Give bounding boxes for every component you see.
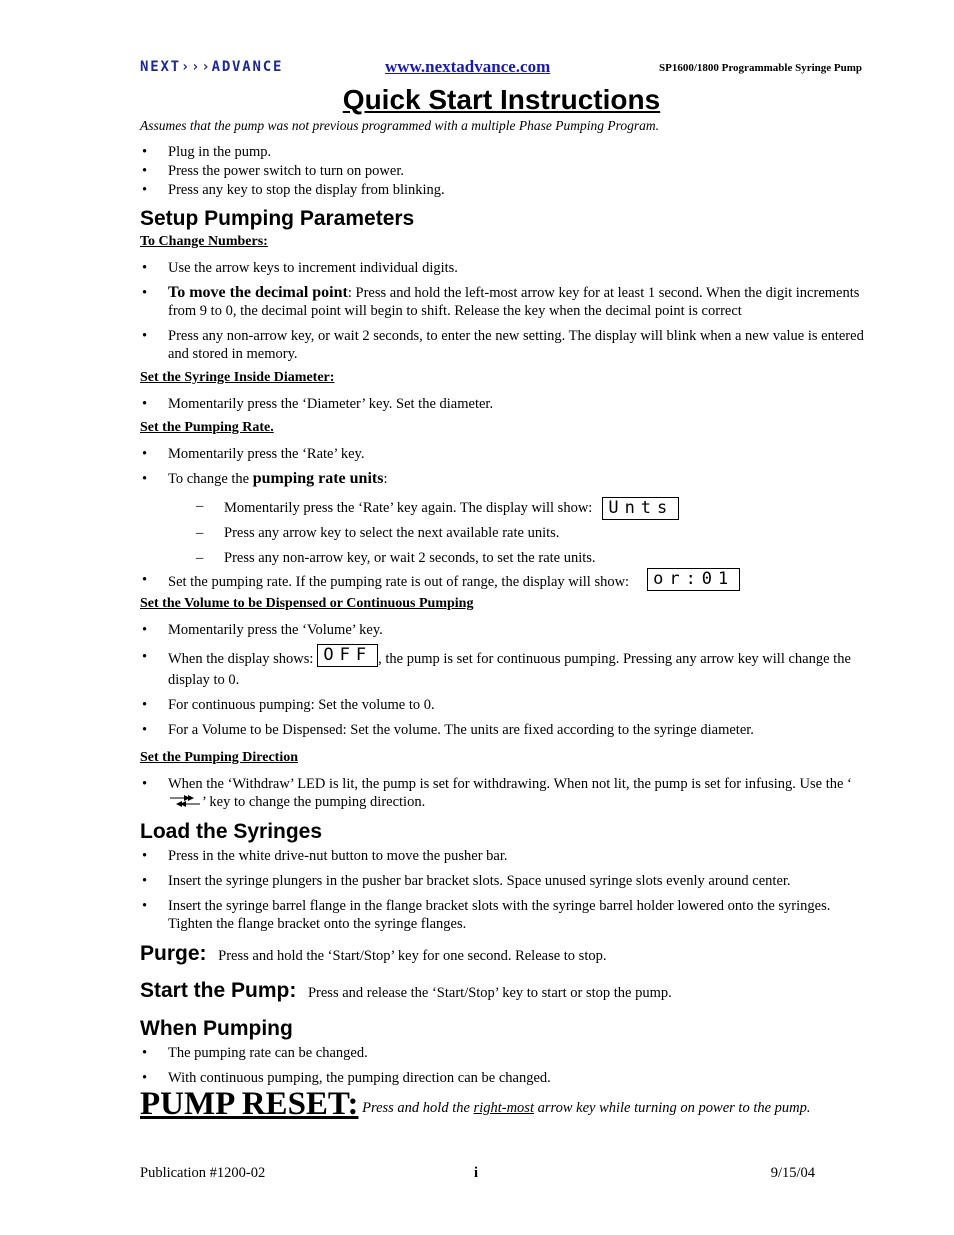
direction-text-pre: When the ‘Withdraw’ LED is lit, the pump is set for withdrawing. When not lit, the pump is set for infusing. Use the ‘ [168, 776, 852, 792]
volume-list [140, 621, 865, 739]
list-item: • Press any key to stop the display from blinking. [140, 181, 865, 199]
rate-heading: Set the Pumping Rate. [140, 420, 274, 435]
decimal-point-text: : Press and hold the left-most arrow key for at least 1 second. When the digit increments from 9 to 0, the decimal point will begin to shift. Release the key when the decimal point is correct [168, 285, 860, 319]
page-footer [140, 1165, 815, 1185]
page-header [140, 57, 862, 81]
sub-item: – Press any arrow key to select the next available rate units. [140, 524, 865, 542]
rate-units-post: : [383, 471, 388, 487]
setup-heading: Setup Pumping Parameters [140, 207, 415, 230]
lcd-display-units: Unts [602, 497, 679, 520]
list-item: • Use the arrow keys to increment individual digits. [140, 259, 865, 277]
volume-heading: Set the Volume to be Dispensed or Continuous Pumping [140, 596, 474, 611]
sub-item: – Press any non-arrow key, or wait 2 seconds, to set the rate units. [140, 549, 865, 567]
pump-reset-text-post: arrow key while turning on power to the pump. [533, 1100, 811, 1116]
list-item: • Press the power switch to turn on power. [140, 162, 865, 180]
rate-list [140, 445, 865, 594]
pump-reset-heading: PUMP RESET: [140, 1086, 359, 1122]
list-item [140, 571, 865, 594]
list-item: • For continuous pumping: Set the volume to 0. [140, 696, 865, 714]
purge-text: Press and hold the ‘Start/Stop’ key for one second. Release to stop. [218, 948, 607, 964]
list-item: • Plug in the pump. [140, 143, 865, 161]
change-numbers-list [140, 259, 865, 363]
product-model: SP1600/1800 Programmable Syringe Pump [659, 62, 862, 74]
purge-heading: Purge: [140, 942, 207, 965]
load-heading: Load the Syringes [140, 820, 323, 843]
load-list [140, 847, 865, 933]
diameter-list [140, 395, 865, 413]
sub-item [140, 497, 865, 520]
publication-number: Publication #1200-02 [140, 1165, 266, 1181]
list-item: • Momentarily press the ‘Diameter’ key. Set the diameter. [140, 395, 865, 413]
list-item: • Press any non-arrow key, or wait 2 seconds, to enter the new setting. The display will blink when a new value is entered and stored in memory. [140, 327, 865, 363]
when-pumping-list [140, 1044, 865, 1087]
list-item: • For a Volume to be Dispensed: Set the volume. The units are fixed according to the syringe diameter. [140, 721, 865, 739]
list-item [140, 775, 865, 811]
assumption-note: Assumes that the pump was not previous programmed with a multiple Phase Pumping Program. [140, 118, 659, 133]
list-item [140, 470, 865, 488]
volume-display-post: , the pump is set for continuous pumping. Pressing any arrow key will change the display to 0. [168, 650, 851, 688]
page-title: Quick Start Instructions [342, 84, 661, 115]
direction-text-post: ’ key to change the pumping direction. [202, 794, 426, 810]
lcd-display-out-of-range: or:01 [647, 568, 740, 591]
decimal-point-label: To move the decimal point [168, 284, 348, 301]
rate-units-label: pumping rate units [252, 470, 384, 487]
start-section [140, 979, 865, 1003]
list-item: • Momentarily press the ‘Volume’ key. [140, 621, 865, 639]
sub-item-text: Momentarily press the ‘Rate’ key again. The display will show: [224, 499, 593, 516]
rate-range-text: Set the pumping rate. If the pumping rate is out of range, the display will show: [168, 573, 630, 590]
diameter-heading: Set the Syringe Inside Diameter: [140, 370, 335, 385]
company-logo: NEXT›››ADVANCE [140, 59, 284, 75]
list-item: • Press in the white drive-nut button to move the pusher bar. [140, 847, 865, 865]
start-text: Press and release the ‘Start/Stop’ key to start or stop the pump. [307, 985, 672, 1001]
direction-heading: Set the Pumping Direction [140, 750, 299, 765]
purge-section [140, 942, 865, 966]
change-numbers-heading: To Change Numbers: [140, 234, 268, 249]
pump-reset-text-pre: Press and hold the [362, 1100, 474, 1116]
volume-display-pre: When the display shows: [168, 650, 314, 667]
start-heading: Start the Pump: [140, 979, 297, 1002]
list-item: • The pumping rate can be changed. [140, 1044, 865, 1062]
page-number: i [474, 1165, 479, 1181]
list-item [140, 645, 865, 689]
lcd-display-off: OFF [317, 644, 378, 667]
pump-reset-text-underlined: right-most [473, 1100, 534, 1116]
list-item: • With continuous pumping, the pumping direction can be changed. [140, 1069, 865, 1087]
pump-reset-section [140, 1086, 865, 1122]
publication-date: 9/15/04 [770, 1165, 815, 1181]
direction-arrows-icon [168, 795, 202, 807]
list-item: • Insert the syringe barrel flange in the flange bracket slots with the syringe barrel holder lowered onto the syringes. Tighten the flange bracket onto the syringe flanges. [140, 897, 865, 933]
rate-units-pre: To change the [168, 471, 253, 487]
direction-list [140, 775, 865, 811]
when-pumping-heading: When Pumping [140, 1017, 293, 1040]
intro-steps [140, 143, 865, 199]
list-item [140, 284, 865, 320]
list-item: • Momentarily press the ‘Rate’ key. [140, 445, 865, 463]
website-link[interactable]: www.nextadvance.com [385, 57, 551, 76]
pump-reset-text [362, 1100, 810, 1116]
list-item: • Insert the syringe plungers in the pusher bar bracket slots. Space unused syringe slots evenly around center. [140, 872, 865, 890]
